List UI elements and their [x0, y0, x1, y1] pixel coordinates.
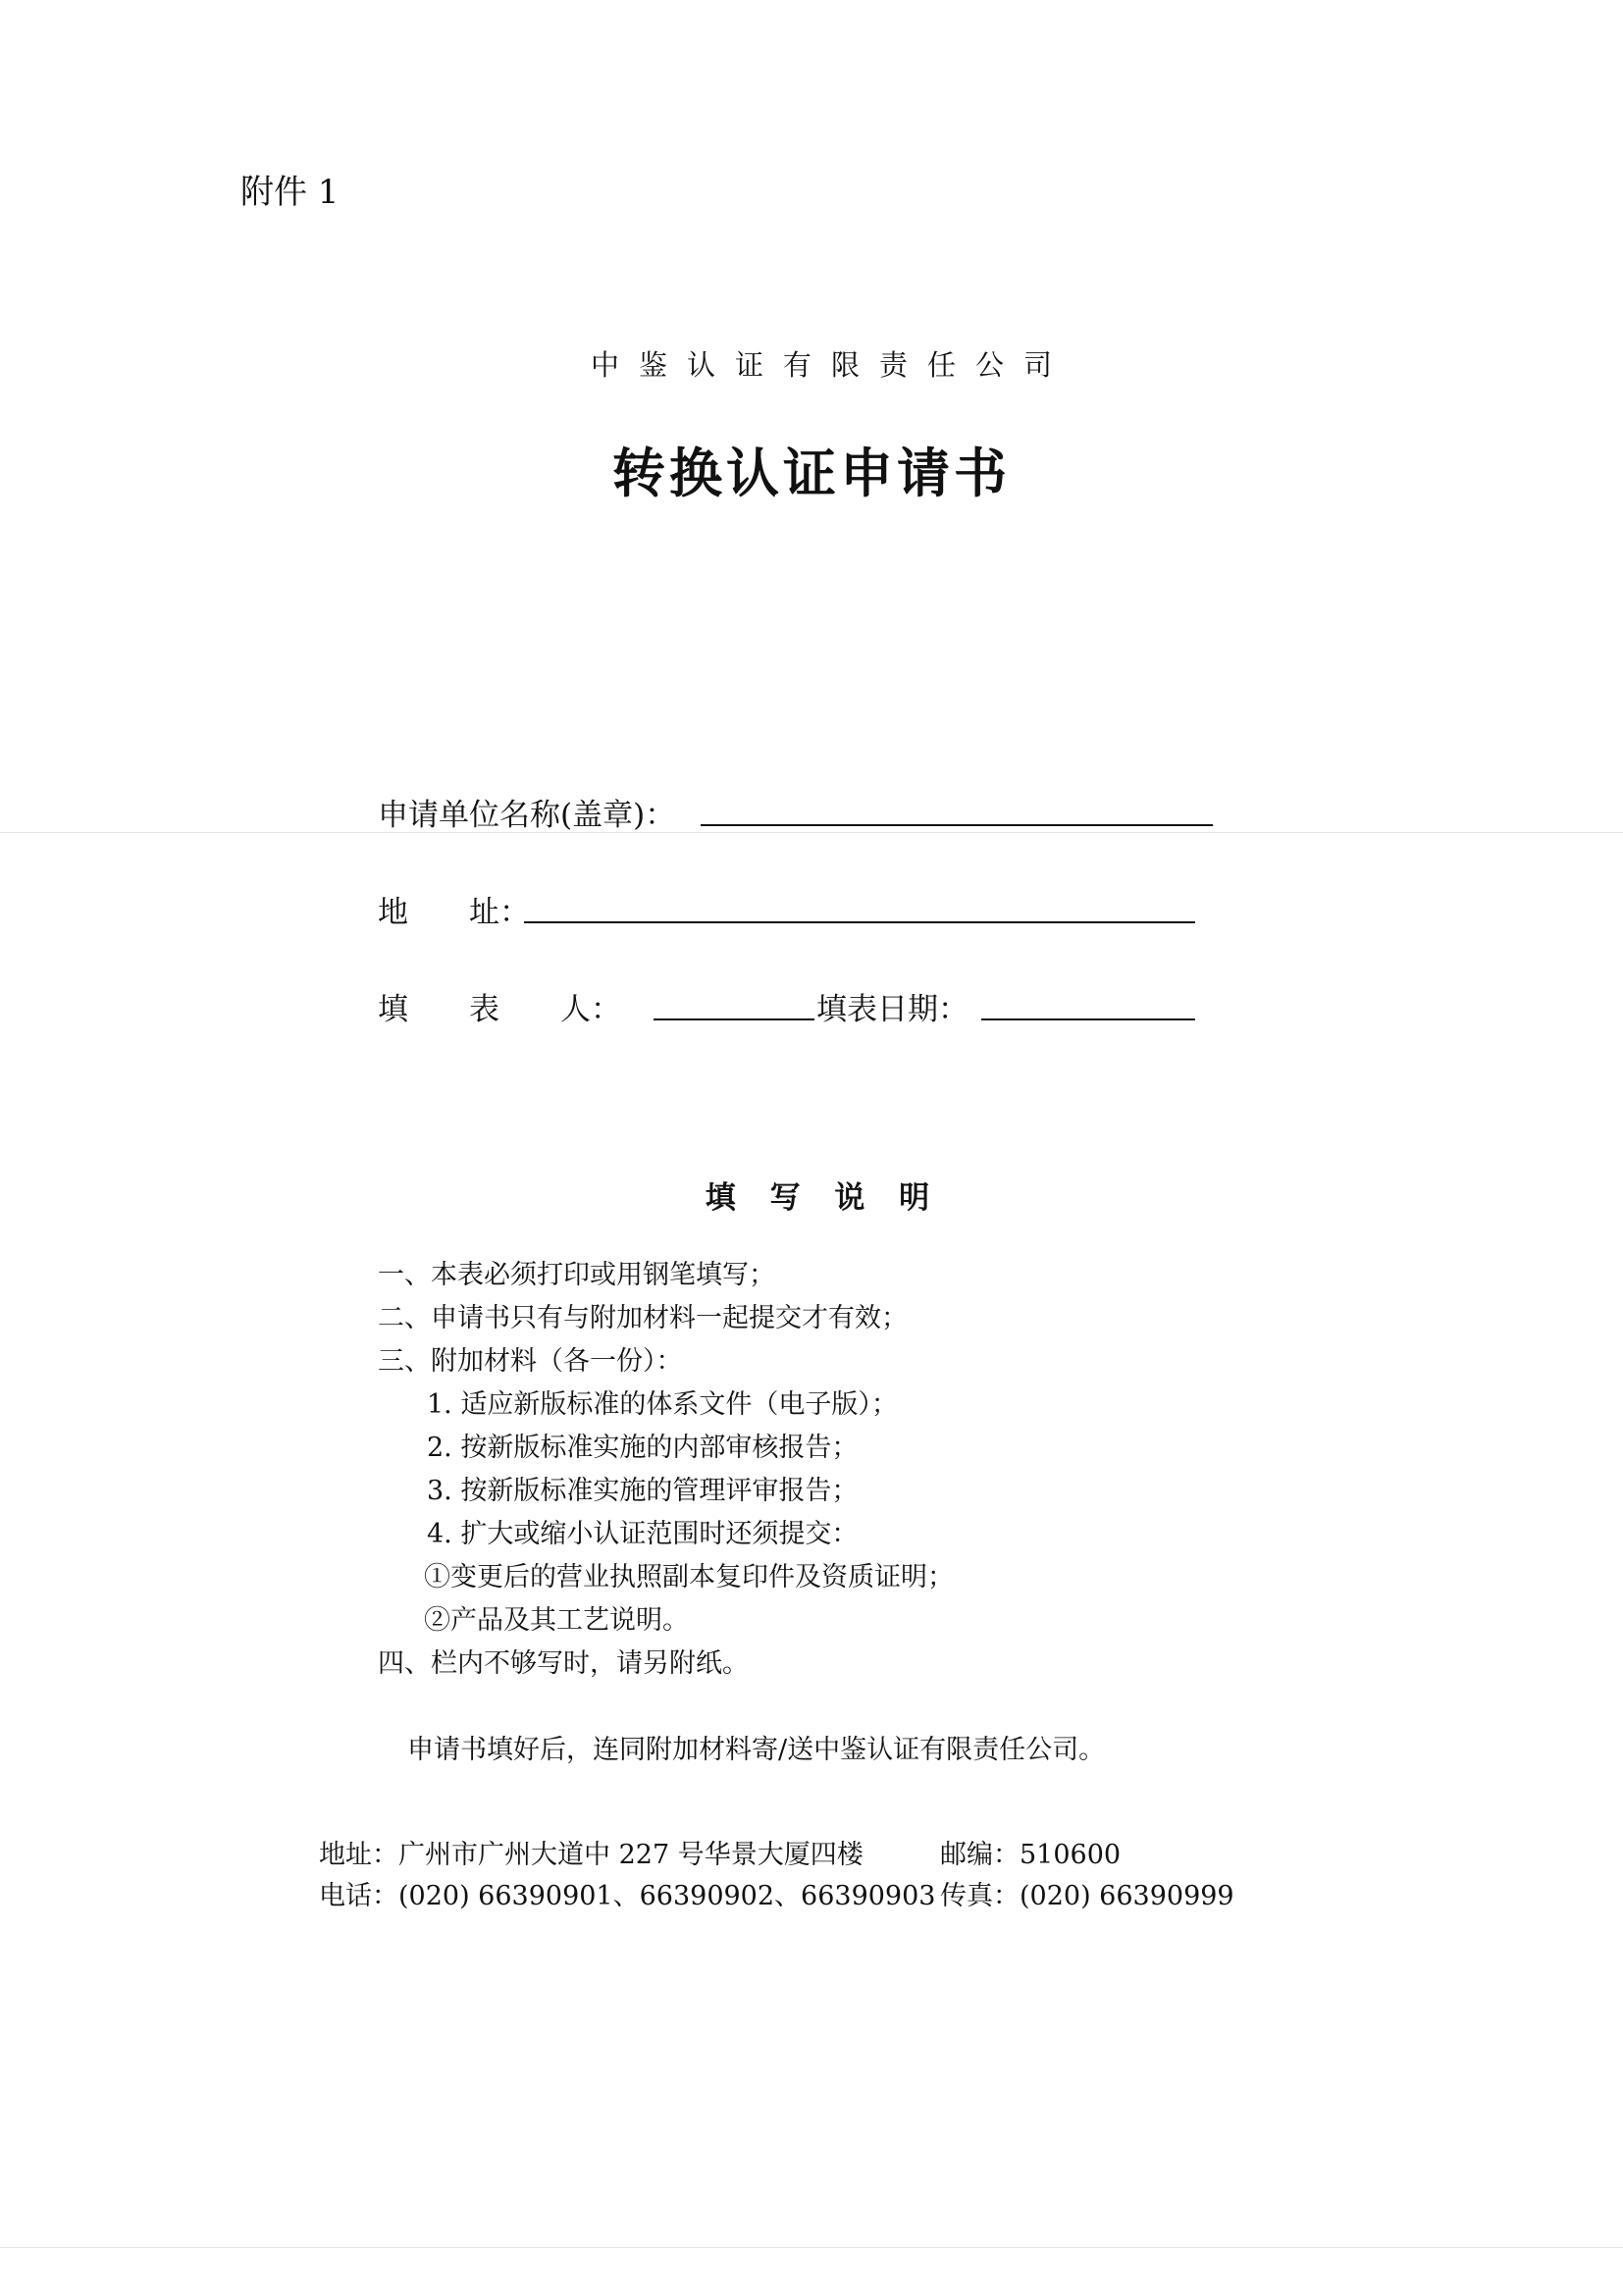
instruction-item: 三、附加材料（各一份）： — [378, 1346, 683, 1377]
instruction-item: 一、本表必须打印或用钢笔填写； — [378, 1260, 775, 1290]
contact-postcode: 邮编：510600 — [940, 1840, 1122, 1870]
filler-label: 填 表 人： — [378, 992, 621, 1027]
address-label: 地 址： — [378, 895, 530, 930]
filler-field[interactable] — [654, 1018, 814, 1020]
company-name: 中鉴认证有限责任公司 — [590, 348, 1072, 382]
instruction-subitem: ①变更后的营业执照副本复印件及资质证明； — [424, 1562, 954, 1592]
applicant-name-field[interactable] — [701, 824, 1213, 826]
instruction-subitem: 1. 适应新版标准的体系文件（电子版）； — [427, 1389, 898, 1420]
instruction-subitem: ②产品及其工艺说明。 — [424, 1605, 689, 1636]
contact-phone: 电话：(020) 66390901、66390902、66390903 — [319, 1881, 936, 1911]
scan-divider — [0, 2247, 1623, 2248]
address-field[interactable] — [524, 921, 1195, 923]
attachment-label: 附件 1 — [240, 173, 340, 212]
contact-address: 地址：广州市广州大道中 227 号华景大厦四楼 — [319, 1840, 864, 1870]
instructions-title: 填 写 说 明 — [705, 1180, 942, 1216]
instruction-item: 四、栏内不够写时，请另附纸。 — [378, 1648, 749, 1679]
date-field[interactable] — [981, 1018, 1195, 1020]
submission-note: 申请书填好后，连同附加材料寄/送中鉴认证有限责任公司。 — [407, 1735, 1106, 1765]
instruction-subitem: 3. 按新版标准实施的管理评审报告； — [427, 1476, 859, 1506]
contact-fax: 传真：(020) 66390999 — [940, 1881, 1234, 1911]
instruction-subitem: 2. 按新版标准实施的内部审核报告； — [427, 1433, 859, 1463]
instruction-subitem: 4. 扩大或缩小认证范围时还须提交： — [427, 1519, 859, 1549]
applicant-name-label: 申请单位名称(盖章)： — [378, 798, 676, 833]
instruction-item: 二、申请书只有与附加材料一起提交才有效； — [378, 1303, 908, 1333]
date-label: 填表日期： — [816, 992, 969, 1027]
document-title: 转换认证申请书 — [612, 442, 1011, 504]
scan-divider — [0, 832, 1623, 833]
